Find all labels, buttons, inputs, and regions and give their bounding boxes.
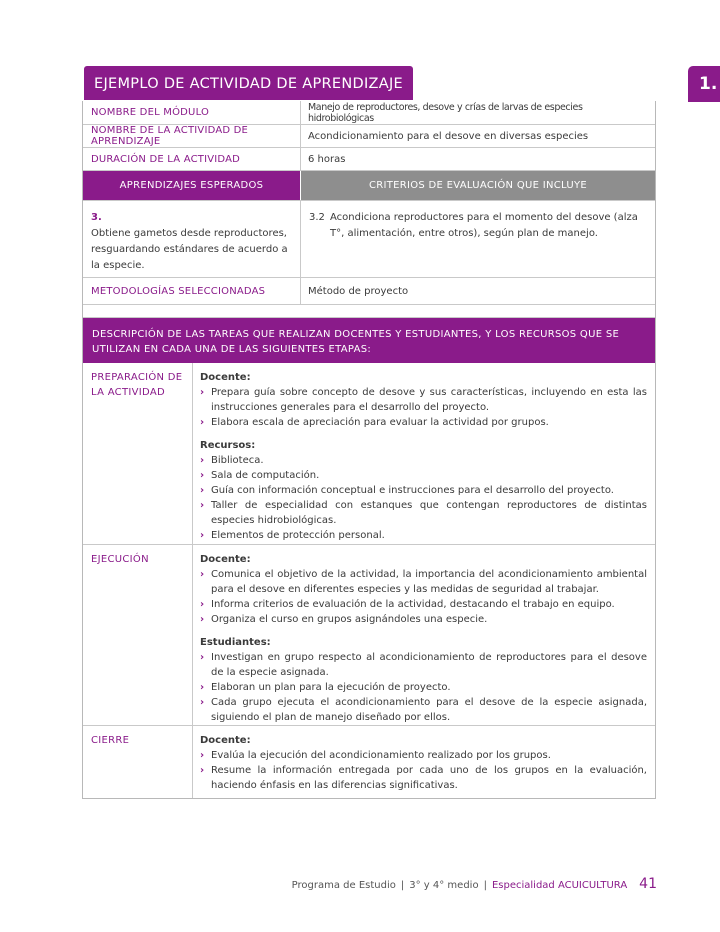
chevron-right-icon: ›	[200, 417, 205, 428]
chevron-right-icon: ›	[200, 652, 205, 663]
execution-content	[193, 545, 655, 725]
module-label: NOMBRE DEL MÓDULO	[83, 101, 301, 124]
list-item	[200, 528, 647, 543]
preparation-recursos-title: Recursos:	[200, 440, 256, 451]
list-item	[200, 468, 647, 483]
list-item	[200, 385, 647, 415]
list-item-text: Investigan en grupo respecto al acondicionamiento de reproductores para el desove de la especie asignada.	[211, 652, 647, 678]
closing-section	[83, 725, 655, 798]
closing-label: CIERRE	[83, 726, 193, 798]
list-item	[200, 483, 647, 498]
preparation-docente-list	[200, 385, 647, 430]
module-value: Manejo de reproductores, desove y crías de larvas de especies hidrobiológicas	[308, 101, 583, 124]
list-item	[200, 748, 647, 763]
unit-number-tab: 1.	[688, 66, 720, 102]
activity-table	[82, 101, 656, 799]
criteria-header: CRITERIOS DE EVALUACIÓN QUE INCLUYE	[301, 171, 655, 200]
list-item-text: Comunica el objetivo de la actividad, la importancia del acondicionamiento ambiental para el desove en diferentes especies y las medidas de seguridad al trabajar.	[211, 569, 647, 595]
activity-title-tab: EJEMPLO DE ACTIVIDAD DE APRENDIZAJE	[84, 66, 413, 100]
chevron-right-icon: ›	[200, 500, 205, 511]
list-item	[200, 763, 647, 793]
criteria-number: 3.2	[309, 212, 325, 223]
learning-header-row	[83, 170, 655, 200]
activity-name-value: Acondicionamiento para el desove en diversas especies	[308, 130, 589, 142]
spacer	[83, 304, 655, 317]
duration-value: 6 horas	[308, 153, 346, 165]
footer-grade: 3° y 4° medio	[409, 880, 479, 891]
execution-estudiantes-list	[200, 650, 647, 725]
criteria-cell	[301, 201, 655, 277]
list-item-text: Biblioteca.	[211, 455, 264, 466]
closing-docente-title: Docente:	[200, 735, 251, 746]
execution-estudiantes-title: Estudiantes:	[200, 637, 271, 648]
methodology-value: Método de proyecto	[308, 285, 409, 297]
footer-specialty: Especialidad ACUICULTURA	[491, 880, 628, 891]
learning-header: APRENDIZAJES ESPERADOS	[83, 171, 301, 200]
chevron-right-icon: ›	[200, 530, 205, 541]
list-item	[200, 612, 647, 627]
preparation-recursos-list	[200, 453, 647, 543]
chevron-right-icon: ›	[200, 765, 205, 776]
execution-docente-list	[200, 567, 647, 627]
list-item	[200, 453, 647, 468]
list-item-text: Informa criterios de evaluación de la actividad, destacando el trabajo en equipo.	[211, 599, 615, 610]
chevron-right-icon: ›	[200, 470, 205, 481]
list-item	[200, 415, 647, 430]
chevron-right-icon: ›	[200, 697, 205, 708]
preparation-docente-title: Docente:	[200, 372, 251, 383]
duration-row	[83, 147, 655, 170]
list-item	[200, 695, 647, 725]
learning-row	[83, 200, 655, 277]
chevron-right-icon: ›	[200, 485, 205, 496]
chevron-right-icon: ›	[200, 614, 205, 625]
methodology-label: METODOLOGÍAS SELECCIONADAS	[83, 278, 301, 304]
list-item-text: Elementos de protección personal.	[211, 530, 385, 541]
learning-number: 3.	[91, 212, 102, 223]
chevron-right-icon: ›	[200, 387, 205, 398]
page-number: 41	[639, 876, 657, 892]
closing-docente-list	[200, 748, 647, 793]
preparation-label: PREPARACIÓN DE LA ACTIVIDAD	[83, 363, 193, 544]
preparation-content	[193, 363, 655, 544]
chevron-right-icon: ›	[200, 750, 205, 761]
criteria-text: Acondiciona reproductores para el momento del desove (alza T°, alimentación, entre otros), según plan de manejo.	[330, 212, 638, 239]
list-item	[200, 498, 647, 528]
list-item	[200, 650, 647, 680]
execution-docente-title: Docente:	[200, 554, 251, 565]
chevron-right-icon: ›	[200, 599, 205, 610]
activity-name-row	[83, 124, 655, 147]
activity-name-label: NOMBRE DE LA ACTIVIDAD DE APRENDIZAJE	[83, 125, 301, 147]
list-item-text: Resume la información entregada por cada uno de los grupos en la evaluación, haciendo énfasis en las diferencias significativas.	[211, 765, 647, 791]
learning-text: Obtiene gametos desde reproductores, resguardando estándares de acuerdo a la especie.	[91, 228, 288, 271]
list-item	[200, 680, 647, 695]
page-footer: Programa de Estudio | 3° y 4° medio | Especialidad ACUICULTURA 41	[291, 876, 657, 892]
preparation-section	[83, 363, 655, 544]
closing-content	[193, 726, 655, 798]
chevron-right-icon: ›	[200, 682, 205, 693]
duration-label: DURACIÓN DE LA ACTIVIDAD	[83, 148, 301, 170]
list-item-text: Prepara guía sobre concepto de desove y sus características, incluyendo en esta las instrucciones generales para el desarrollo del proyecto.	[211, 387, 647, 413]
learning-cell	[83, 201, 301, 277]
execution-section	[83, 544, 655, 725]
list-item-text: Elabora escala de apreciación para evaluar la actividad por grupos.	[211, 417, 549, 428]
footer-program: Programa de Estudio	[291, 880, 396, 891]
methodology-row	[83, 277, 655, 304]
list-item-text: Evalúa la ejecución del acondicionamiento realizado por los grupos.	[211, 750, 551, 761]
chevron-right-icon: ›	[200, 569, 205, 580]
list-item-text: Cada grupo ejecuta el acondicionamiento para el desove de la especie asignada, siguiendo el plan de manejo diseñado por ellos.	[211, 697, 647, 723]
list-item-text: Organiza el curso en grupos asignándoles una especie.	[211, 614, 488, 625]
list-item-text: Elaboran un plan para la ejecución de proyecto.	[211, 682, 451, 693]
chevron-right-icon: ›	[200, 455, 205, 466]
list-item-text: Taller de especialidad con estanques que contengan reproductores de distintas especies hidrobiológicas.	[211, 500, 647, 526]
list-item-text: Guía con información conceptual e instrucciones para el desarrollo del proyecto.	[211, 485, 614, 496]
list-item-text: Sala de computación.	[211, 470, 320, 481]
list-item	[200, 597, 647, 612]
list-item	[200, 567, 647, 597]
description-header: DESCRIPCIÓN DE LAS TAREAS QUE REALIZAN DOCENTES Y ESTUDIANTES, Y LOS RECURSOS QUE SE UTILIZAN EN CADA UNA DE LAS SIGUIENTES ETAPAS:	[83, 317, 655, 363]
execution-label: EJECUCIÓN	[83, 545, 193, 725]
module-row	[83, 101, 655, 124]
